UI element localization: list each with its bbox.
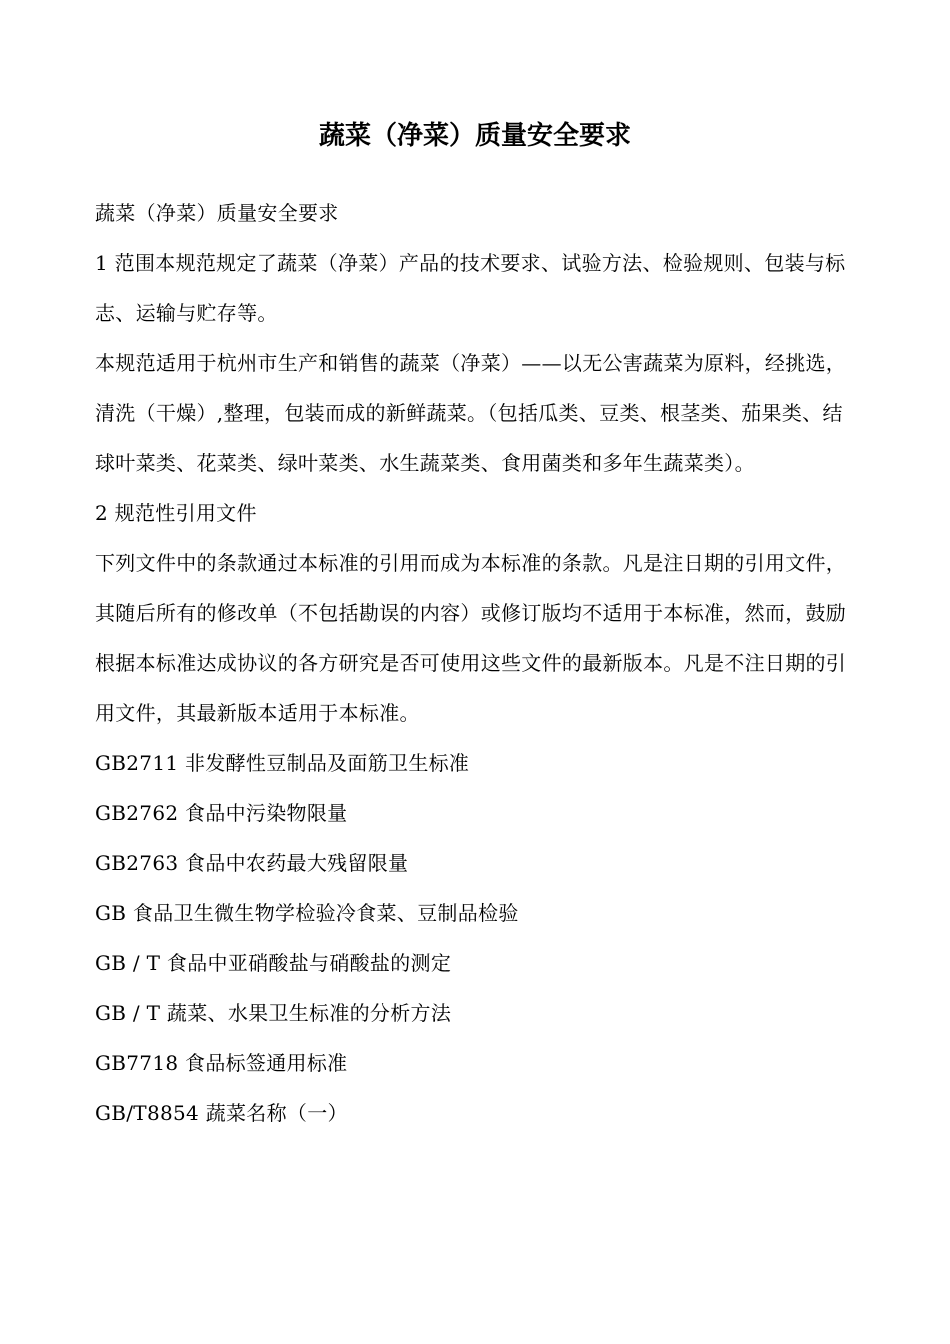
reference-item: GB / T 蔬菜、水果卫生标准的分析方法 [95,1001,452,1025]
reference-item: GB / T 食品中亚硝酸盐与硝酸盐的测定 [95,951,452,975]
document-title: 蔬菜（净菜）质量安全要求 [318,121,631,151]
reference-item: GB2762 食品中污染物限量 [95,801,348,825]
reference-item: GB/T8854 蔬菜名称（一） [95,1101,348,1125]
paragraph-heading: 蔬菜（净菜）质量安全要求 [95,201,339,225]
reference-item: GB2711 非发酵性豆制品及面筋卫生标准 [95,751,470,775]
document-body [95,188,855,1138]
paragraph-scope: 1 范围本规范规定了蔬菜（净菜）产品的技术要求、试验方法、检验规则、包装与标志、运输与贮存等。 [95,251,846,325]
section-heading-references: 2 规范性引用文件 [95,501,257,525]
reference-item: GB2763 食品中农药最大残留限量 [95,851,409,875]
reference-item: GB7718 食品标签通用标准 [95,1051,348,1075]
reference-item: GB 食品卫生微生物学检验冷食菜、豆制品检验 [95,901,519,925]
paragraph-references-intro: 下列文件中的条款通过本标准的引用而成为本标准的条款。凡是注日期的引用文件，其随后所有的修改单（不包括勘误的内容）或修订版均不适用于本标准，然而，鼓励根据本标准达成协议的各方研究是否可使用这些文件的最新版本。凡是不注日期的引用文件，其最新版本适用于本标准。 [95,551,847,725]
paragraph-applicability: 本规范适用于杭州市生产和销售的蔬菜（净菜）——以无公害蔬菜为原料，经挑选，清洗（干燥）,整理，包装而成的新鲜蔬菜。（包括瓜类、豆类、根茎类、茄果类、结球叶菜类、花菜类、绿叶菜类、水生蔬菜类、食用菌类和多年生蔬菜类）。 [95,351,847,475]
